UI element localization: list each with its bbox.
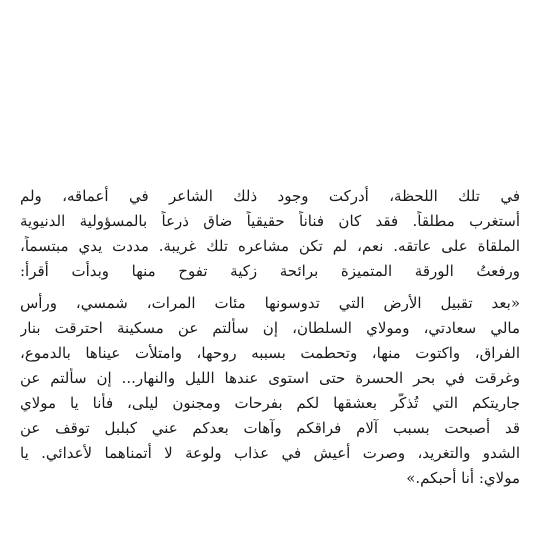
text-line-4: ورفعتُ الورقة المتميزة برائحة زكية تفوح منها وبدأت أقرأ: (20, 262, 520, 280)
text-line-2: أستغرب مطلقاً. فقد كان فناناً حقيقياً ضاق ذرعاً بالمسؤولية الدنيوية (20, 212, 520, 230)
text-line-6: مالي سعادتي، ومولاي السلطان، إن سألتم عن مسكينة احترقت بنار (20, 319, 520, 337)
text-line-11: الشدو والتغريد، وصرت أعيش في عذاب ولوعة لا أتمناهما لأعدائي. يا (20, 444, 520, 462)
page-text (20, 0, 520, 537)
text-line-5: «بعد تقبيل الأرض التي تدوسونها مئات المرات، شمسي، ورأس (20, 294, 520, 312)
text-line-7: الفراق، واكتوت منها، وتحطمت بسببه روحها، وامتلأت عيناها بالدموع، (20, 344, 520, 362)
text-line-3: الملقاة على عاتقه. نعم، لم تكن مشاعره تلك غريبة. مددت يدي مبتسماً، (20, 237, 520, 255)
text-line-9: جاريتكم التي تُذكّر بعشقها لكم بفرحات ومجنون ليلى، فأنا يا مولاي (20, 394, 520, 412)
text-line-10: قد أصبحت بسبب آلام فراقكم وآهات بعدكم عني كبلبل توقف عن (20, 419, 520, 437)
text-line-12: مولاي: أنا أحبكم.» (406, 469, 520, 487)
text-line-8: وغرقت في بحر الحسرة حتى استوى عندها الليل والنهار... إن سألتم عن (20, 369, 520, 387)
text-line-1: في تلك اللحظة، أدركت وجود ذلك الشاعر في أعماقه، ولم (20, 187, 520, 205)
